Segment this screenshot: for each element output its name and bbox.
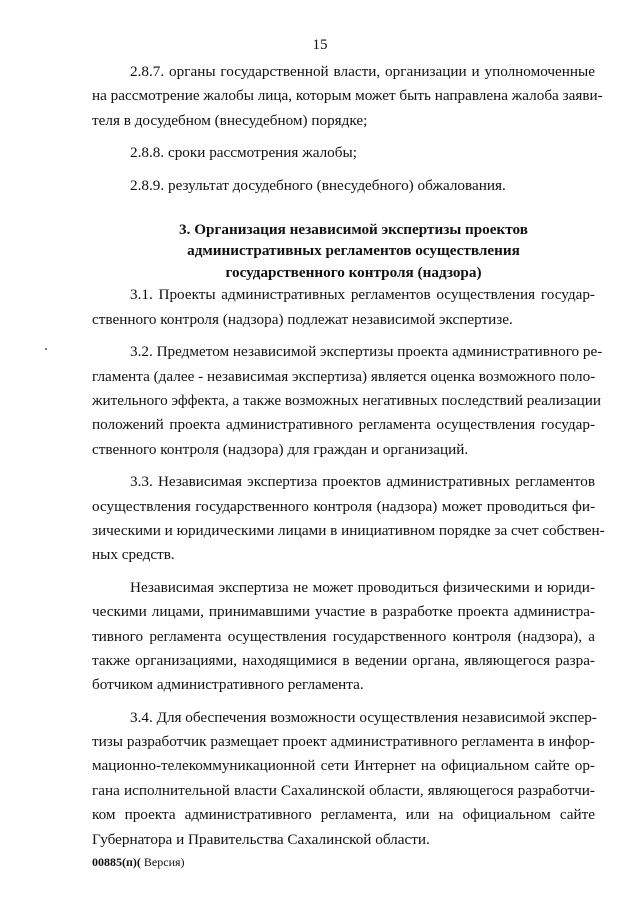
- text-line: тивного регламента осуществления государственного контроля (надзора), а: [92, 627, 595, 645]
- text-line: ботчиком административного регламента.: [92, 676, 364, 694]
- section-heading: [92, 219, 595, 284]
- paragraph-3-3: [92, 470, 605, 568]
- text-line: ком проекта административного регламента, или на официальном сайте: [92, 806, 595, 824]
- text-line: 2.8.7. органы государственной власти, организации и уполномоченные: [130, 63, 595, 80]
- text-line: Независимая экспертиза не может проводиться физическими и юриди-: [130, 578, 595, 596]
- text-line: положений проекта административного регламента осуществления государ-: [92, 416, 595, 434]
- text-line: жительного эффекта, а также возможных негативных последствий реализации: [92, 392, 601, 410]
- document-code: 00885(п)(: [92, 855, 141, 869]
- text-line: теля в досудебном (внесудебном) порядке;: [92, 111, 368, 129]
- text-line: 3.3. Независимая экспертиза проектов административных регламентов: [130, 473, 595, 491]
- text-line: зическими и юридическими лицами в инициативном порядке за счет собствен-: [92, 521, 605, 539]
- text-line: ческими лицами, принимавшими участие в разработке проекта администра-: [92, 603, 595, 621]
- text-line: на рассмотрение жалобы лица, которым может быть направлена жалоба заяви-: [92, 87, 603, 105]
- scan-speck: [45, 348, 47, 350]
- page-number: 15: [312, 37, 328, 53]
- text-line: также организациями, находящимися в ведении органа, являющегося разра-: [92, 651, 595, 669]
- text-line: 2.8.8. сроки рассмотрения жалобы;: [130, 144, 357, 162]
- document-footer: [92, 855, 185, 869]
- paragraph-2-8-7: [92, 60, 603, 133]
- text-line: гана исполнительной власти Сахалинской области, являющегося разработчи-: [92, 781, 595, 799]
- paragraph-2-8-8: [92, 141, 595, 165]
- heading-line: 3. Организация независимой экспертизы проектов: [179, 220, 528, 238]
- text-line: ственного контроля (надзора) подлежат независимой экспертизе.: [92, 310, 513, 328]
- document-version: Версия): [140, 855, 185, 869]
- text-line: 3.4. Для обеспечения возможности осуществления независимой экспер-: [130, 708, 597, 726]
- text-line: осуществления государственного контроля (надзора) может проводиться фи-: [92, 497, 595, 515]
- paragraph-3-4: [92, 706, 595, 852]
- heading-line: государственного контроля (надзора): [225, 263, 482, 281]
- text-line: 3.2. Предметом независимой экспертизы проекта административного ре-: [130, 343, 603, 361]
- text-line: ных средств.: [92, 546, 175, 564]
- heading-line: административных регламентов осуществления: [187, 242, 520, 260]
- text-line: Губернатора и Правительства Сахалинской области.: [92, 830, 430, 848]
- text-line: гламента (далее - независимая экспертиза) является оценка возможного поло-: [92, 367, 596, 385]
- paragraph-3-3-continued: [92, 576, 595, 698]
- paragraph-3-2: [92, 340, 603, 462]
- paragraph-3-1: [92, 283, 595, 332]
- paragraph-2-8-9: [92, 174, 595, 198]
- text-line: тизы разработчик размещает проект административного регламента в инфор-: [92, 733, 595, 751]
- text-line: 3.1. Проекты административных регламентов осуществления государ-: [130, 286, 595, 304]
- text-line: ственного контроля (надзора) для граждан и организаций.: [92, 440, 469, 458]
- text-line: 2.8.9. результат досудебного (внесудебного) обжалования.: [130, 176, 506, 194]
- document-body: [92, 60, 605, 852]
- text-line: мационно-телекоммуникационной сети Интернет на официальном сайте ор-: [92, 757, 595, 775]
